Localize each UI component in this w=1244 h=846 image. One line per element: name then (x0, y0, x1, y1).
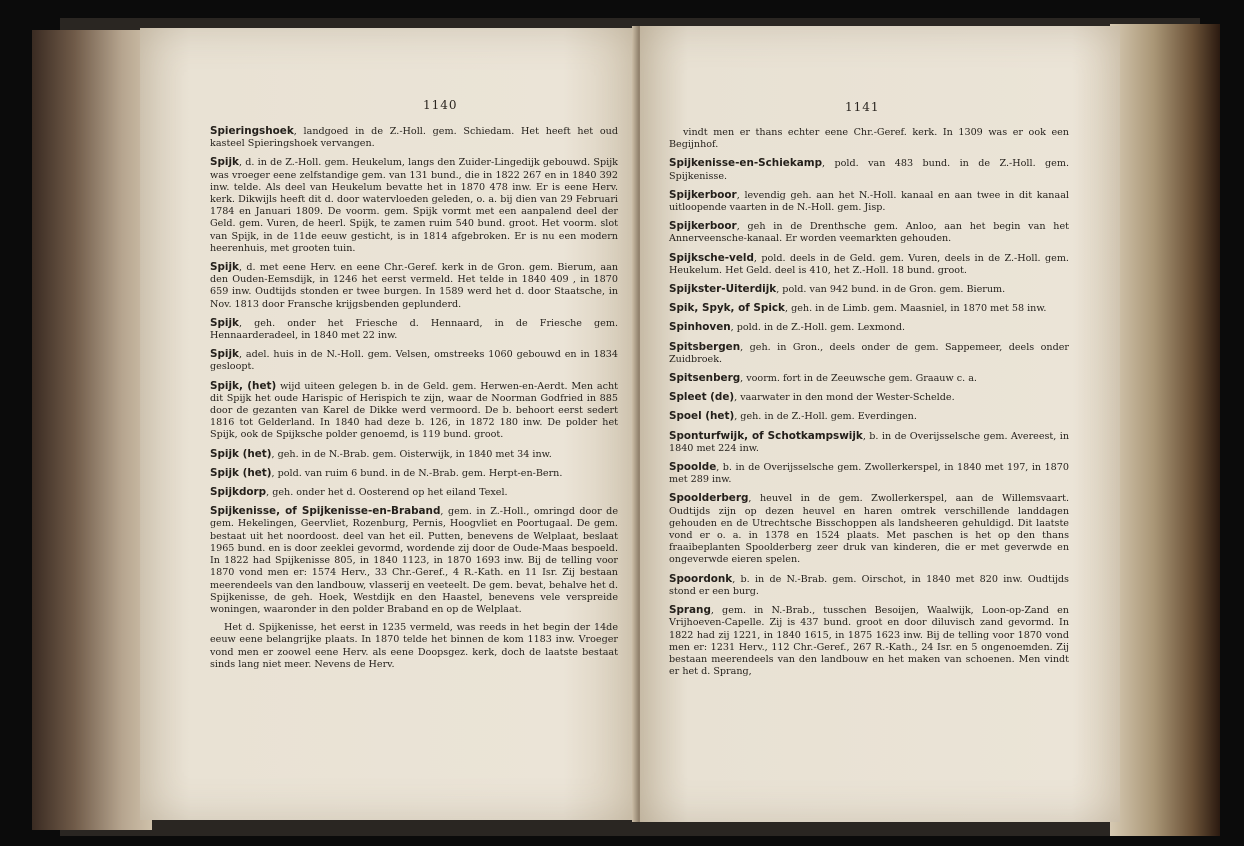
entry-text: , levendig geh. aan het N.-Holl. kanaal en aan twee in dit kanaal uitloopende vaarten in de N.-Holl. gem. Jisp. (669, 189, 1069, 214)
entry-text: , voorm. fort in de Zeeuwsche gem. Graauw c. a. (740, 373, 977, 385)
dictionary-entry (210, 261, 618, 311)
page-number-left: 1140 (423, 98, 458, 112)
entry-headword: Spijkerboor (669, 220, 737, 233)
entry-headword: Spoolde (669, 461, 717, 474)
entry-text: , landgoed in de Z.-Holl. gem. Schiedam. Het heeft het oud kasteel Spieringshoek vervangen. (210, 126, 618, 150)
entry-text: , adel. huis in de N.-Holl. gem. Velsen, omstreeks 1060 gebouwd en in 1834 gesloopt. (210, 349, 618, 373)
entry-headword: Spijk, (het) (210, 379, 277, 392)
entry-headword: Spijkerboor (669, 188, 737, 201)
entry-headword: Spijkenisse, of Spijkenisse-en-Braband (210, 505, 441, 518)
entry-headword: Spijk (het) (210, 447, 272, 460)
right-page (640, 26, 1120, 822)
entry-headword: Spinhoven (669, 321, 731, 334)
entry-text: , geh. in de N.-Brab. gem. Oisterwijk, in 1840 met 34 inw. (271, 448, 552, 460)
dictionary-entry (669, 157, 1069, 182)
dictionary-entry (669, 127, 1069, 151)
entry-text: Het d. Spijkenisse, het eerst in 1235 vermeld, was reeds in het begin der 14de eeuw eene belangrijke plaats. In 1870 telde het binnen de kom 1183 inw. Vroeger vond men er zoowel eene Herv. als eene Doopsgez. kerk, doch de laatste bestaat sinds lang niet meer. Nevens de Herv. (210, 622, 618, 670)
dictionary-entry (669, 461, 1069, 486)
entry-headword: Spijk (210, 316, 239, 329)
entry-text: vindt men er thans echter eene Chr.-Geref. kerk. In 1309 was er ook een Begijnhof. (669, 127, 1069, 151)
entry-text: , heuvel in de gem. Zwollerkerspel, aan de Willemsvaart. Oudtijds zijn op dezen heuvel en haren omtrek verschillende landdagen gehouden en de Utrechtsche Bisschoppen als landsheeren gehuldigd. Dit laatste vond er o. a. in 1378 en 1524 plaats. Met paschen is het op den thans fraaibeplanten Spoolderberg zeer druk van kinderen, die er met geverwde en ongeverwde eieren spelen. (669, 493, 1069, 566)
dictionary-entry (669, 430, 1069, 455)
entry-text: , geh. onder het d. Oosterend op het eiland Texel. (266, 487, 508, 499)
entry-headword: Spijk (210, 261, 239, 274)
entry-text: , pold. deels in de Geld. gem. Vuren, deels in de Z.-Holl. gem. Heukelum. Het Geld. deel is 410, het Z.-Holl. 18 bund. groot. (669, 252, 1069, 276)
entry-text: , d. in de Z.-Holl. gem. Heukelum, langs den Zuider-Lingedijk gebouwd. Spijk was vroeger eene zelfstandige gem. van 131 bund., die in 1822 267 en in 1840 392 inw. telde. Als deel van Heukelum bevatte het in 1870 478 inw. Er is eene Herv. kerk. Dikwijls heeft dit d. door watervloeden geleden, o. a. bij dien van 29 Februari 1784 en Januari 1809. De voorm. gem. Spijk vormt met een aanpalend deel der Geld. gem. Vuren, de heerl. Spijk, te zamen ruim 540 bund. groot. Het voorm. slot van Spijk, in de 11de eeuw gesticht, is in 1814 afgebroken. Er is nu een modern heerenhuis, met grooten tuin. (210, 157, 618, 254)
dictionary-entry (669, 391, 1069, 404)
right-column (669, 127, 1069, 684)
entry-text: wijd uiteen gelegen b. in de Geld. gem. Herwen-en-Aerdt. Men acht dit Spijk het oude Harispic of Herispich te zijn, waar de Noorman Godfried in 885 door de gezanten van Karel de Dikke werd vermoord. De b. behoort eerst sedert 1816 tot Gelderland. In 1840 had deze b. 126, in 1872 180 inw. De polder het Spijk, ook de Spijksche polder genoemd, is 119 bund. groot. (210, 380, 619, 441)
dictionary-entry (210, 317, 618, 342)
entry-text: , d. met eene Herv. en eene Chr.-Geref. kerk in de Gron. gem. Bierum, aan den Ouden-Eemsdijk, in 1246 het eerst vermeld. Het telde in 1840 409 , in 1870 659 inw. Oudtijds stonden er twee burgen. In 1589 werd het d. door Staatsche, in Nov. 1813 door Fransche krijgsbenden geplunderd. (210, 262, 618, 310)
entry-text: , pold. van 942 bund. in de Gron. gem. Bierum. (776, 284, 1006, 296)
entry-headword: Spijk (210, 348, 239, 361)
entry-headword: Spleet (de) (669, 391, 735, 404)
entry-headword: Spijk (het) (210, 466, 272, 479)
dictionary-entry (210, 467, 618, 480)
dictionary-entry (210, 622, 618, 671)
entry-headword: Sprang (669, 604, 711, 617)
entry-headword: Spijkenisse-en-Schiekamp (669, 157, 823, 170)
dictionary-entry (669, 321, 1069, 334)
left-book-edge (32, 30, 152, 830)
dictionary-entry (669, 492, 1069, 566)
entry-text: , vaarwater in den mond der Wester-Schelde. (734, 392, 955, 404)
dictionary-entry (669, 302, 1069, 315)
dictionary-entry (210, 156, 618, 255)
entry-headword: Spijksche-veld (669, 251, 754, 264)
dictionary-entry (669, 283, 1069, 296)
entry-text: , geh. in de Z.-Holl. gem. Everdingen. (734, 411, 917, 423)
entry-text: , geh. in Gron., deels onder de gem. Sappemeer, deels onder Zuidbroek. (669, 341, 1069, 365)
entry-text: , geh. onder het Friesche d. Hennaard, in de Friesche gem. Hennaarderadeel, in 1840 met 22 inw. (210, 317, 618, 342)
dictionary-entry (210, 348, 618, 373)
dictionary-entry (669, 341, 1069, 366)
entry-text: , b. in de Overijsselsche gem. Avereest, in 1840 met 224 inw. (669, 430, 1070, 454)
entry-text: , geh. in de Limb. gem. Maasniel, in 1870 met 58 inw. (784, 303, 1047, 315)
entry-text: , pold. van 483 bund. in de Z.-Holl. gem. Spijkenisse. (669, 158, 1069, 182)
dictionary-entry (669, 410, 1069, 423)
entry-headword: Spik, Spyk, of Spick (669, 302, 785, 315)
entry-headword: Spoordonk (669, 572, 733, 585)
entry-headword: Spoolderberg (669, 492, 749, 505)
dictionary-entry (210, 125, 618, 150)
dictionary-entry (669, 220, 1069, 245)
left-column (210, 125, 618, 677)
entry-text: , pold. van ruim 6 bund. in de N.-Brab. gem. Herpt-en-Bern. (271, 467, 563, 479)
left-page (140, 28, 638, 820)
dictionary-entry (669, 252, 1069, 277)
dictionary-entry (210, 380, 618, 442)
dictionary-entry (210, 505, 618, 616)
entry-headword: Spijkdorp (210, 486, 267, 499)
entry-headword: Spitsenberg (669, 372, 741, 385)
entry-headword: Spoel (het) (669, 410, 735, 423)
dictionary-entry (669, 189, 1069, 214)
entry-headword: Sponturfwijk, of Schotkampswijk (669, 429, 863, 442)
dictionary-entry (669, 372, 1069, 385)
entry-text: , b. in de N.-Brab. gem. Oirschot, in 1840 met 820 inw. Oudtijds stond er een burg. (669, 573, 1069, 597)
right-book-edge (1110, 24, 1220, 836)
dictionary-entry (210, 486, 618, 499)
entry-text: , gem. in Z.-Holl., omringd door de gem. Hekelingen, Geervliet, Rozenburg, Pernis, Hoogvliet en Poortugaal. De gem. bestaat uit het noordoost. deel van het eil. Putten, benevens de Welplaat, beslaat 1965 bund. en is door zeeklei gevormd, wordende zij door de Oude-Maas bespoeld. In 1822 had Spijkenisse 805, in 1840 1123, in 1870 1693 inw. Bij de telling voor 1870 vond men er: 1574 Herv., 33 Chr.-Geref., 4 R.-Kath. en 11 Isr. Zij bestaan meerendeels van den landbouw, vlasserij en veeteelt. De gem. bevat, behalve het d. Spijkenisse, de geh. Hoek, Westdijk en den Haastel, benevens vele verspreide woningen, waaronder in den polder Braband en op de Welplaat. (210, 506, 618, 615)
entry-text: , pold. in de Z.-Holl. gem. Lexmond. (730, 322, 906, 334)
entry-headword: Spijkster-Uiterdijk (669, 283, 777, 296)
entry-text: , geh in de Drenthsche gem. Anloo, aan het begin van het Annerveensche-kanaal. Er worden veemarkten gehouden. (669, 221, 1069, 245)
entry-headword: Spitsbergen (669, 340, 741, 353)
entry-text: , b. in de Overijsselsche gem. Zwollerkerspel, in 1840 met 197, in 1870 met 289 inw. (669, 462, 1069, 486)
dictionary-entry (669, 573, 1069, 598)
entry-headword: Spijk (210, 156, 239, 169)
page-number-right: 1141 (845, 100, 880, 114)
entry-headword: Spieringshoek (210, 125, 294, 137)
dictionary-entry (669, 604, 1069, 678)
entry-text: , gem. in N.-Brab., tusschen Besoijen, Waalwijk, Loon-op-Zand en Vrijhoeven-Capelle. Zij is 437 bund. groot en door diluvisch zand gevormd. In 1822 had zij 1221, in 1840 1615, in 1875 1623 inw. Bij de telling voor 1870 vond men er: 1231 Herv., 112 Chr.-Geref., 267 R.-Kath., 24 Isr. en 5 ongenoemden. Zij bestaan meerendeels van den landbouw en het maken van schoenen. Men vindt er het d. Sprang, (669, 605, 1069, 678)
dictionary-entry (210, 448, 618, 461)
